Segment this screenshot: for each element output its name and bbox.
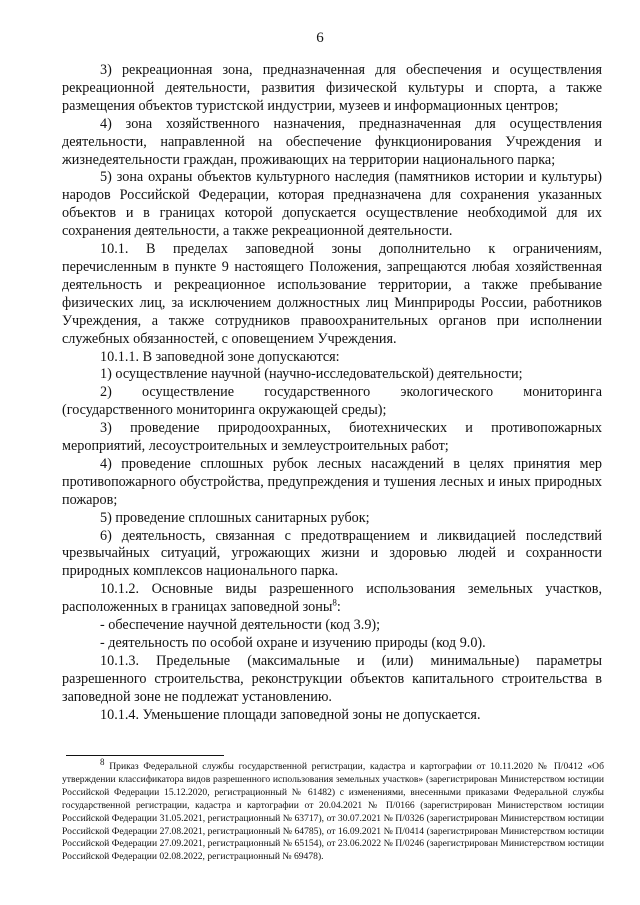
list-item-3: 3) проведение природоохранных, биотехнических и противопожарных мероприятий, лесоустроительных и землеустроительных работ; xyxy=(62,420,602,455)
list-item-5: 5) проведение сплошных санитарных рубок; xyxy=(100,509,370,526)
footnote-text: Приказ Федеральной службы государственной регистрации, кадастра и картографии от 10.11.2020 № П/0412 «Об утверждении классификатора видов разрешенного использования земельных участков» (зарегистрирован Министерством юстиции Российской Федерации 15.12.2020, регистрационный № 61482) с изменениями, внесенными приказами Федеральной службы государственной регистрации, кадастра и картографии от 20.04.2021 № П/0166 (зарегистрирован Министерством юстиции Российской Федерации 31.05.2021, регистрационный № 63717), от 30.07.2021 № П/0326 (зарегистрирован Министерством юстиции Российской Федерации 27.08.2021, регистрационный № 64785), от 16.09.2021 № П/0414 (зарегистрирован Министерством юстиции Российской Федерации 27.09.2021, регистрационный № 65154), от 23.06.2022 № П/0246 (зарегистрирован Министерством юстиции Российской Федерации 02.08.2022, регистрационный № 69478). xyxy=(62,761,604,863)
paragraph-10-1-3: 10.1.3. Предельные (максимальные и (или) минимальные) параметры разрешенного строительства, реконструкции объектов капитального строительства в заповедной зоне не подлежат установлению. xyxy=(62,652,602,705)
paragraph-10-1-1: 10.1.1. В заповедной зоне допускаются: xyxy=(100,348,340,365)
paragraph-10-1-2-tail: : xyxy=(336,599,341,616)
paragraph-zone-3: 3) рекреационная зона, предназначенная для обеспечения и осуществления рекреационной деятельности, развития физической культуры и спорта, а также размещения объектов туристской индустрии, музеев и информационных центров; xyxy=(62,62,602,114)
footnote xyxy=(62,756,604,864)
list-item-6: 6) деятельность, связанная с предотвращением и ликвидацией последствий чрезвычайных ситуаций, угрожающих жизни и здоровью людей и сохранности природных комплексов национального парка. xyxy=(62,527,602,580)
paragraph-10-1: 10.1. В пределах заповедной зоны дополнительно к ограничениям, перечисленным в пункте 9 настоящего Положения, запрещаются любая хозяйственная деятельность и рекреационное использование территории, а также пребывание физических лиц, за исключением должностных лиц Минприроды России, работников Учреждения, а также сотрудников правоохранительных органов при исполнении служебных обязанностей, с оповещением Учреждения. xyxy=(62,241,602,347)
document-body xyxy=(62,62,602,725)
footnote-marker: 8 xyxy=(100,756,105,767)
paragraph-zone-4: 4) зона хозяйственного назначения, предназначенная для осуществления деятельности, направленной на обеспечение функционирования Учреждения и жизнедеятельности граждан, проживающих на территории национального парка; xyxy=(62,115,602,168)
paragraph-10-1-4: 10.1.4. Уменьшение площади заповедной зоны не допускается. xyxy=(100,706,481,723)
paragraph-zone-5: 5) зона охраны объектов культурного наследия (памятников истории и культуры) народов Российской Федерации, которая предназначена для сохранения указанных объектов и в границах которой допускается осуществление необходимой для их сохранения деятельности, а также рекреационной деятельности. xyxy=(62,169,602,240)
page-number: 6 xyxy=(316,30,324,46)
dash-item-2: - деятельность по особой охране и изучению природы (код 9.0). xyxy=(100,635,486,651)
dash-item-1: - обеспечение научной деятельности (код 3.9); xyxy=(100,617,381,634)
paragraph-10-1-2 xyxy=(62,581,602,617)
list-item-4: 4) проведение сплошных рубок лесных насаждений в целях принятия мер противопожарного обустройства, предупреждения и тушения лесных и иных природных пожаров; xyxy=(62,455,602,508)
list-item-2: 2) осуществление государственного экологического мониторинга (государственного мониторинга окружающей среды); xyxy=(62,384,602,419)
footnote-ref[interactable]: 8 xyxy=(332,597,337,608)
list-item-1: 1) осуществление научной (научно-исследовательской) деятельности; xyxy=(100,366,523,383)
paragraph-10-1-2-text: 10.1.2. Основные виды разрешенного использования земельных участков, расположенных в границах заповедной зоны xyxy=(62,581,602,616)
footnote-divider xyxy=(66,755,224,756)
